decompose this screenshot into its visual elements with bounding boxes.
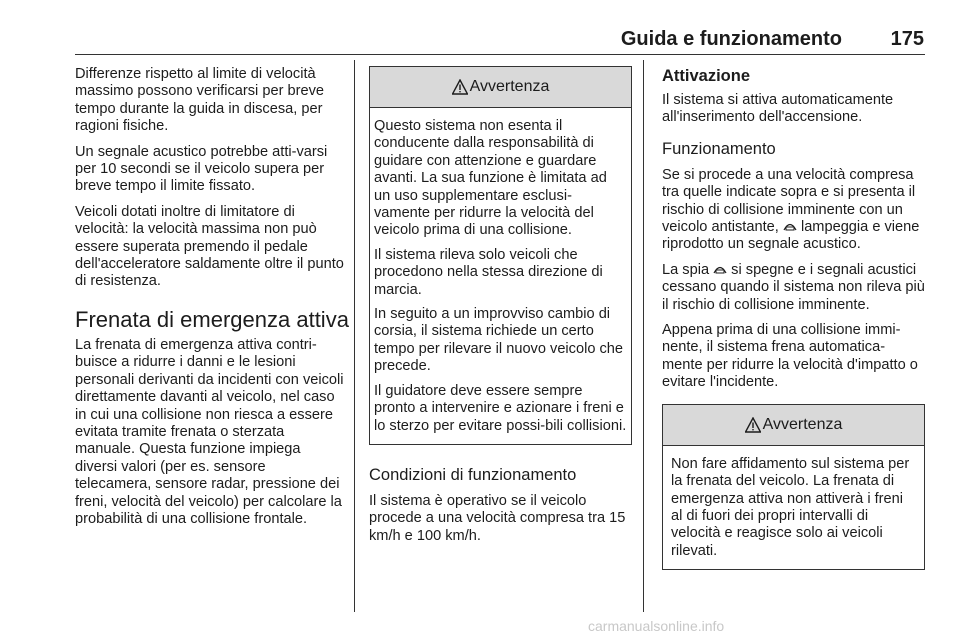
paragraph-text: si spegne e i segnali acustici cessano quando il sistema non rileva più il rischio di collisione imminente. (662, 261, 925, 313)
column-2 (369, 66, 632, 553)
paragraph: Il sistema rileva solo veicoli che procedono nella stessa direzione di marcia. (374, 246, 603, 298)
column-3 (662, 66, 925, 570)
column-divider (643, 60, 644, 612)
page-number: 175 (890, 28, 924, 50)
section-heading: Frenata di emergenza attiva (75, 306, 349, 332)
warning-header (370, 67, 631, 108)
paragraph-text: lampeggia e viene riprodotto un segnale acustico. (662, 219, 920, 253)
column-divider (354, 60, 355, 612)
paragraph: Veicoli dotati inoltre di limitatore di velocità: la velocità massima non può essere superata premendo il pedale dell'acceleratore saldamente oltre il punto di resistenza. (75, 203, 344, 290)
watermark: carmanualsonline.info (588, 618, 725, 634)
warning-body (663, 446, 924, 569)
collision-warning-lamp-icon (783, 221, 797, 232)
subsection-heading: Attivazione (662, 67, 751, 85)
paragraph-text: La spia (662, 261, 714, 278)
paragraph (662, 167, 925, 254)
paragraph: In seguito a un improvviso cambio di corsia, il sistema richiede un certo tempo per rilevare il nuovo veicolo che precede. (374, 306, 624, 375)
paragraph: Il guidatore deve essere sempre pronto a intervenire e azionare i freni e lo sterzo per evitare possi-bili collisioni. (374, 382, 627, 434)
warning-title: Avvertenza (762, 415, 843, 433)
paragraph-text: Se si procede a una velocità compresa tra quelle indicate sopra e si presenta il rischio di collisione imminente con un veicolo antistante, (662, 166, 916, 236)
paragraph: Appena prima di una collisione immi-nente, il sistema frena automatica-mente per ridurre la velocità d'impatto o evitare l'incidente. (662, 322, 918, 391)
paragraph: Questo sistema non esenta il conducente dalla responsabilità di guidare con attenzione e guardare avanti. La sua funzione è limitata ad un uso supplementare esclusi-vamente per ridurre la velocità del veicolo prima di una collisione. (374, 118, 607, 239)
paragraph: Differenze rispetto al limite di velocità massimo possono verificarsi per breve tempo durante la guida in discesa, per ragioni fisiche. (75, 66, 324, 135)
paragraph: Un segnale acustico potrebbe atti-varsi per 10 secondi se il veicolo supera per breve tempo il limite fissato. (75, 143, 328, 195)
warning-triangle-icon (452, 79, 468, 95)
paragraph: Il sistema è operativo se il veicolo procede a una velocità compresa tra 15 km/h e 100 km/h. (369, 492, 626, 544)
paragraph: La frenata di emergenza attiva contri-buisce a ridurre i danni e le lesioni personali derivanti da incidenti con veicoli direttamente davanti al veicolo, nel caso in cui una collisione non riesca a essere evitata tramite frenata o sterzata manuale. Questa funzione impiega diversi valori (per es. sensore telecamera, sensore radar, pressione dei freni, velocità del veicolo) per calcolare la probabilità di una collisione frontale. (75, 336, 344, 527)
section-heading: Condizioni di funzionamento (369, 465, 577, 484)
warning-triangle-icon (745, 417, 761, 433)
paragraph: Non fare affidamento sul sistema per la frenata del veicolo. La frenata di emergenza attiva non attiverà i freni al di fuori dei propri intervalli di velocità e reagisce solo ai veicoli rilevati. (671, 455, 910, 559)
warning-box (369, 66, 632, 445)
header-rule (75, 54, 925, 55)
warning-header (663, 405, 924, 446)
collision-warning-lamp-icon (713, 264, 727, 275)
page-header-title: Guida e funzionamento (620, 28, 842, 50)
warning-box (662, 404, 925, 570)
column-1 (75, 66, 349, 536)
paragraph (662, 262, 925, 314)
paragraph: Il sistema si attiva automaticamente all'inserimento dell'accensione. (662, 92, 894, 126)
subsection-heading: Funzionamento (662, 139, 776, 158)
warning-title: Avvertenza (469, 78, 550, 95)
warning-body (370, 108, 631, 444)
